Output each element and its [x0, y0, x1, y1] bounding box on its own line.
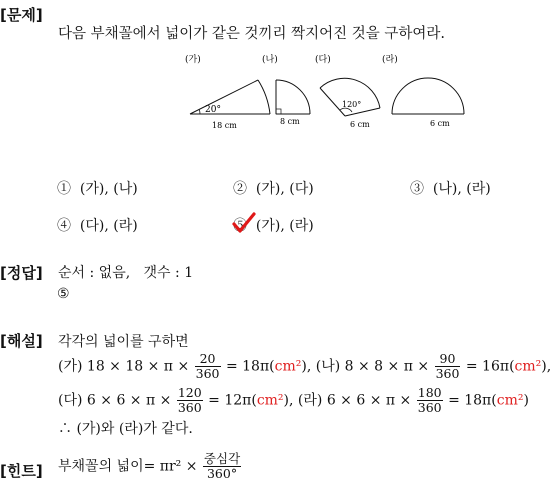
fraction-ra: $\frac{180}{360}$	[417, 385, 442, 415]
sector-na	[276, 80, 310, 114]
radius-label-ga: 18 cm	[212, 121, 237, 130]
sector-figure	[0, 50, 537, 140]
explanation-intro: 각각의 넓이를 구하면	[58, 334, 189, 350]
figure-tag-na: (나)	[262, 55, 278, 65]
explanation-conclusion: ∴ (가)와 (라)가 같다.	[58, 421, 193, 437]
figure-tag-ga: (가)	[185, 55, 201, 65]
explanation-line-1: (가) 18 × 18 × π × $\frac{20}{360}$ = 18π(cm²), (나) 8 × 8 × π × $\frac{90}{360}$ = 16π(cm²),	[58, 351, 551, 381]
hint-formula: 부채꼴의 넓이= πr² × $\frac{\text{중심각}}{360^\circ}$	[58, 451, 241, 481]
explanation-label: [해설]	[0, 332, 43, 350]
radius-label-na: 8 cm	[280, 117, 300, 126]
option-2[interactable]: ② (가), (다)	[233, 181, 314, 197]
answer-value: ⑤	[57, 286, 70, 302]
problem-text: 다음 부채꼴에서 넓이가 같은 것끼리 짝지어진 것을 구하여라.	[58, 26, 446, 42]
sector-ra	[392, 78, 464, 114]
option-5[interactable]: ⑤ (가), (라)	[233, 218, 314, 234]
explanation-line-2: (다) 6 × 6 × π × $\frac{120}{360}$ = 12π(cm²), (라) 6 × 6 × π × $\frac{180}{360}$ = 18π(cm²)	[58, 385, 529, 415]
option-1[interactable]: ① (가), (나)	[57, 181, 138, 197]
answer-label: [정답]	[0, 264, 43, 282]
fraction-hint: $\frac{\text{중심각}}{360^\circ}$	[203, 451, 241, 481]
problem-label: [문제]	[0, 6, 43, 24]
hint-label: [힌트]	[0, 462, 43, 480]
sector-da	[320, 78, 380, 116]
sector-ga	[190, 80, 270, 114]
angle-label-ga: 20°	[205, 105, 221, 115]
fraction-da: $\frac{120}{360}$	[177, 385, 202, 415]
fraction-na: $\frac{90}{360}$	[435, 351, 460, 381]
radius-label-da: 6 cm	[350, 120, 370, 129]
figure-tag-ra: (라)	[382, 55, 398, 65]
radius-label-ra: 6 cm	[430, 119, 450, 128]
option-3[interactable]: ③ (나), (라)	[410, 181, 491, 197]
angle-label-da: 120°	[342, 100, 362, 109]
checkmark-icon	[232, 212, 256, 234]
answer-info: 순서 : 없음, 갯수 : 1	[58, 265, 194, 281]
option-4[interactable]: ④ (다), (라)	[57, 218, 138, 234]
figure-tag-da: (다)	[315, 55, 331, 65]
fraction-ga: $\frac{20}{360}$	[195, 351, 220, 381]
